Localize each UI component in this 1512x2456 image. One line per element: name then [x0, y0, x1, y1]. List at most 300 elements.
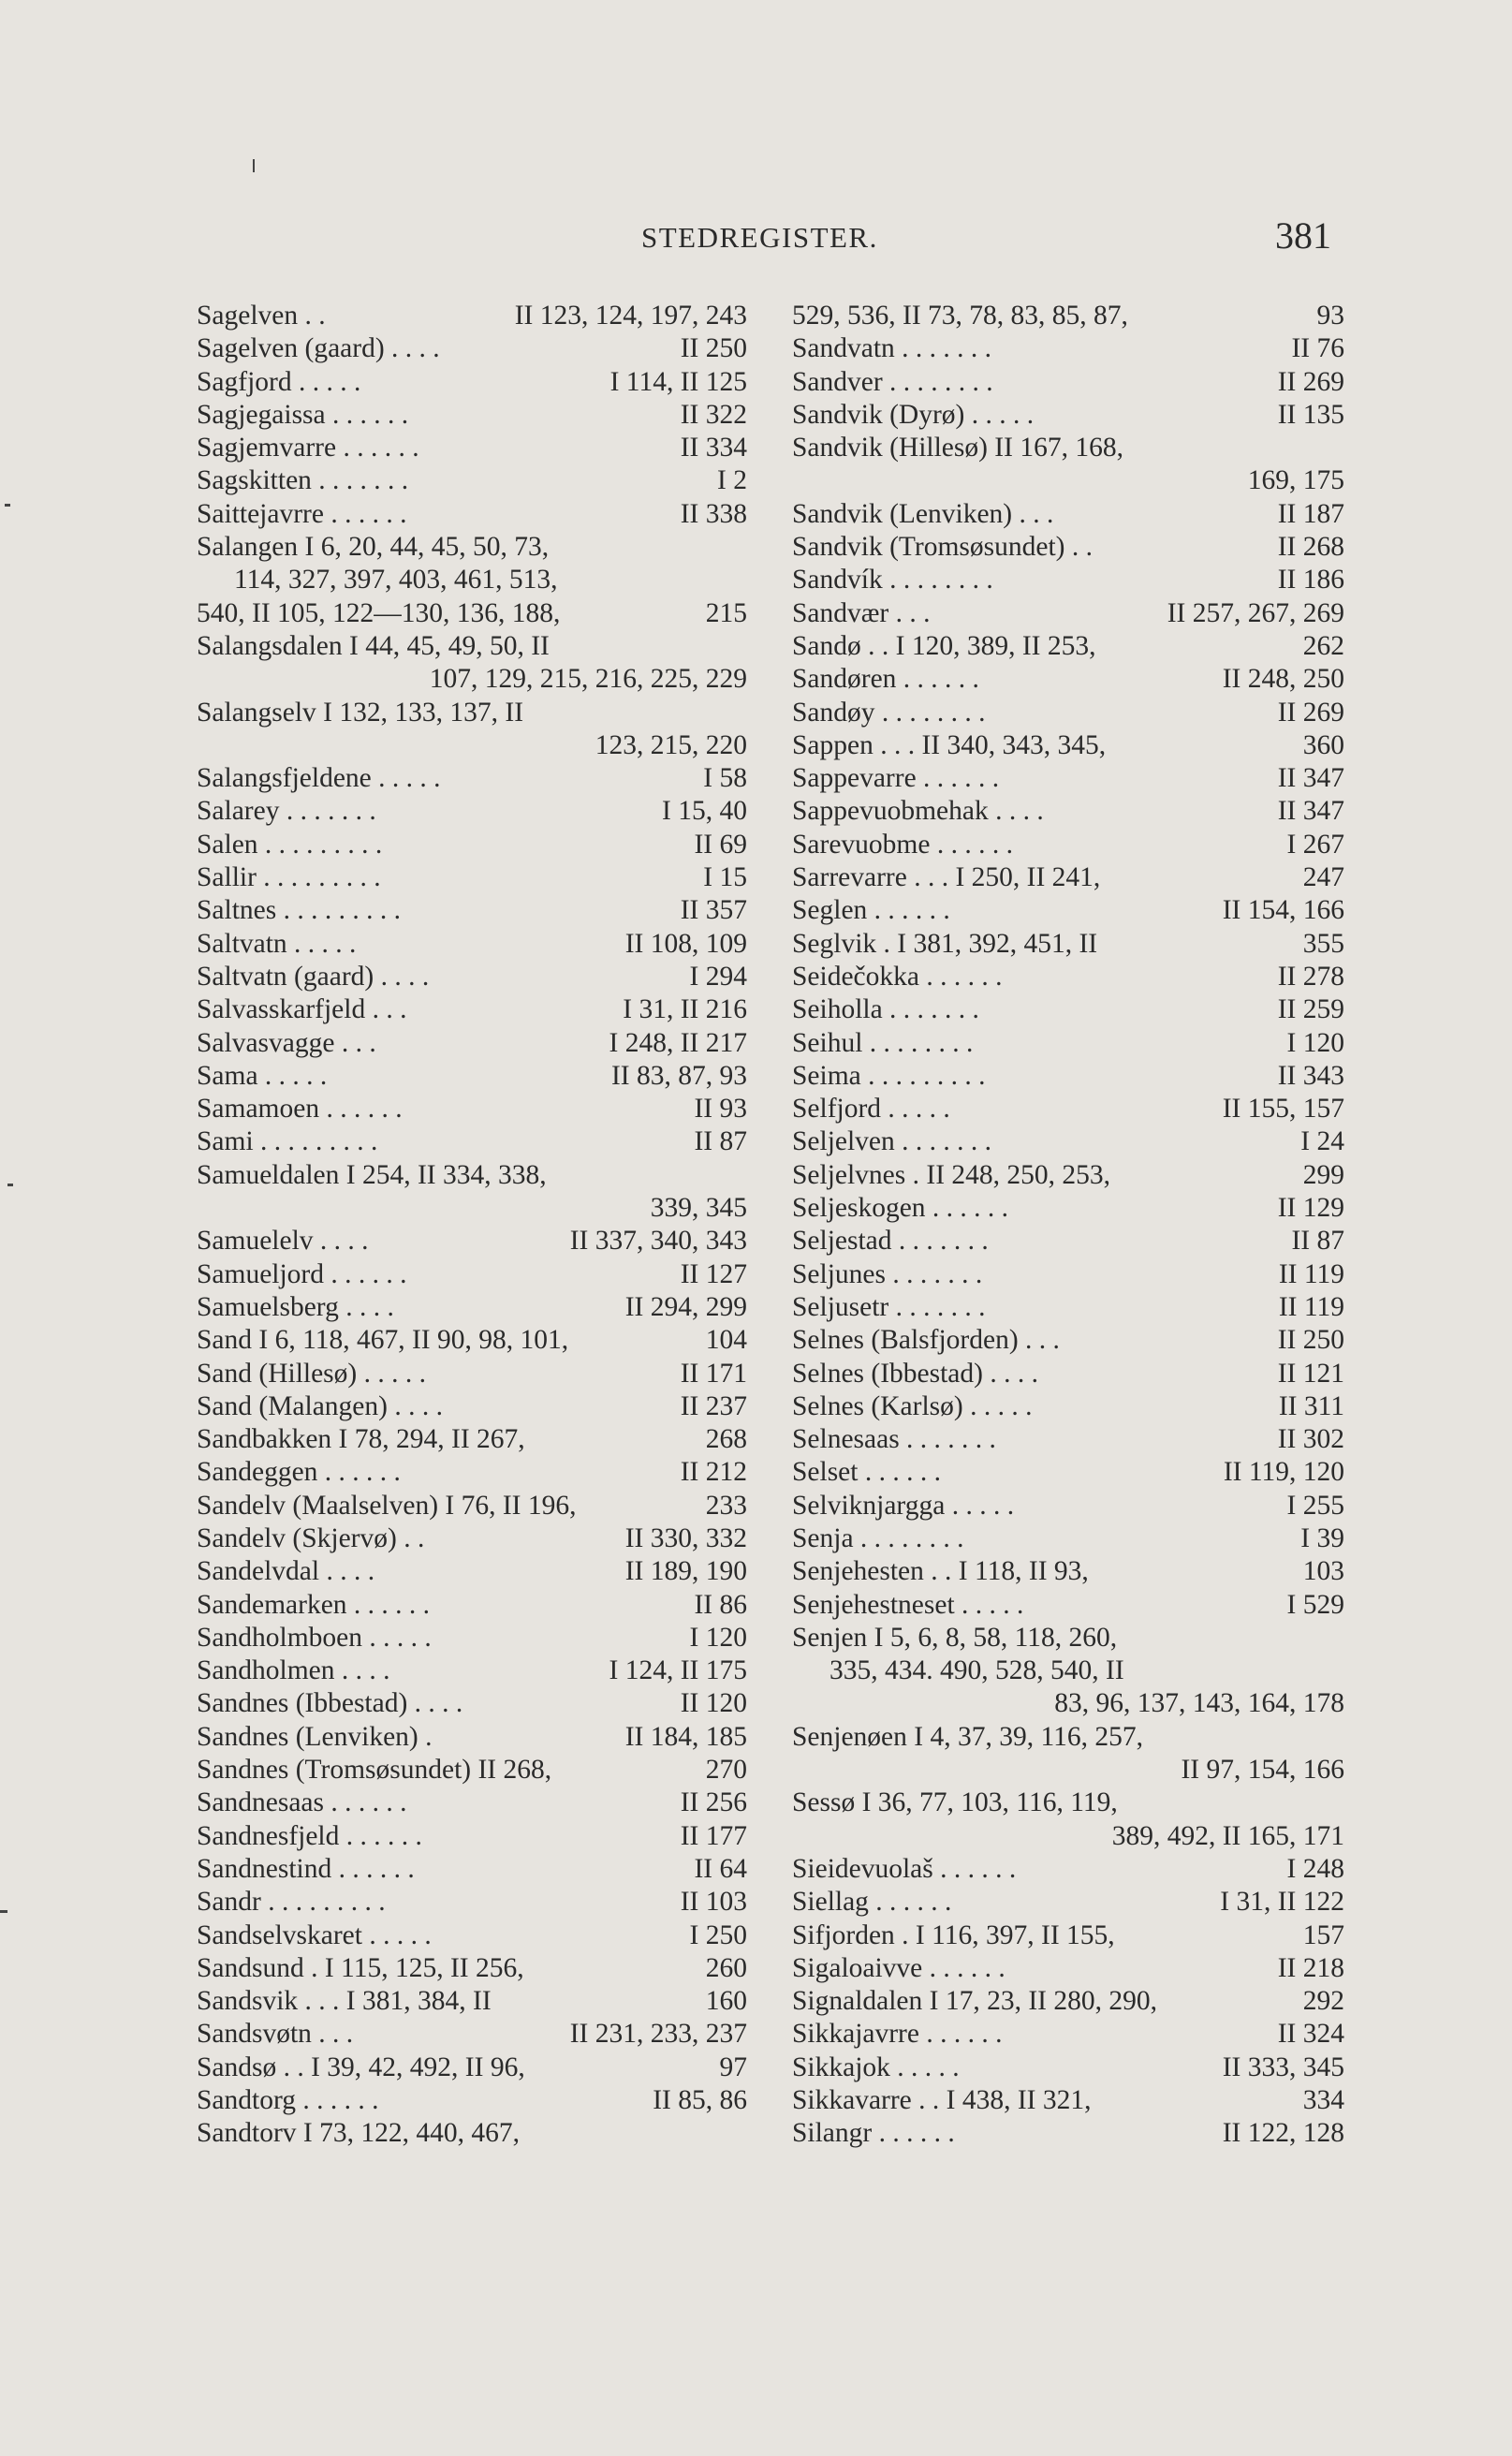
- index-refs: I 39: [1300, 1522, 1344, 1553]
- index-term: Sappevarre . . . . . .: [792, 763, 1000, 794]
- index-line: [197, 1192, 747, 1225]
- index-refs: II 269: [1277, 697, 1344, 728]
- index-refs: II 83, 87, 93: [610, 1060, 747, 1091]
- index-refs: II 127: [680, 1258, 747, 1289]
- index-term: Sandvik (Hillesø) II 167, 168,: [792, 433, 1123, 463]
- index-term: Sandbakken I 78, 294, II 267,: [197, 1424, 525, 1455]
- index-line: [197, 928, 747, 961]
- index-line: [197, 1721, 747, 1754]
- index-term: Sandelvdal . . . .: [197, 1556, 375, 1587]
- index-line: [197, 1291, 747, 1324]
- index-term: Selnesaas . . . . . . .: [792, 1424, 996, 1455]
- index-term: Senjen I 5, 6, 8, 58, 118, 260,: [792, 1622, 1118, 1653]
- index-line: [197, 1490, 747, 1522]
- index-term: 114, 327, 397, 403, 461, 513,: [234, 565, 558, 596]
- index-refs: I 294: [689, 961, 747, 992]
- index-line: [197, 993, 747, 1026]
- index-term: Salangsdalen I 44, 45, 49, 50, II: [197, 630, 550, 661]
- index-term: Sand (Hillesø) . . . . .: [197, 1358, 426, 1389]
- index-line: [792, 829, 1344, 861]
- margin-mark: [253, 159, 255, 172]
- index-term: Sandsund . I 115, 125, II 256,: [197, 1952, 524, 1983]
- index-term: Sandø . . I 120, 389, II 253,: [792, 630, 1096, 661]
- index-refs: II 93: [694, 1094, 747, 1125]
- index-term: Saltvatn (gaard) . . . .: [197, 961, 430, 992]
- index-line: [792, 531, 1344, 564]
- index-line: [197, 1919, 747, 1952]
- index-line: [197, 1555, 747, 1588]
- index-line: [197, 2052, 747, 2084]
- index-line: [792, 1754, 1344, 1787]
- index-term: Sandnes (Ibbestad) . . . .: [197, 1688, 463, 1719]
- index-refs: II 248, 250: [1222, 664, 1344, 695]
- index-line: [197, 1423, 747, 1456]
- index-term: Seglvik . I 381, 392, 451, II: [792, 928, 1098, 959]
- index-term: Sikkavarre . . I 438, II 321,: [792, 2085, 1092, 2116]
- index-line: [197, 1027, 747, 1060]
- index-refs: II 294, 299: [624, 1291, 747, 1322]
- index-line: [197, 894, 747, 927]
- index-refs: I 120: [689, 1622, 747, 1653]
- index-line: [197, 399, 747, 432]
- index-refs: 262: [1302, 630, 1344, 661]
- index-refs: 103: [1302, 1556, 1344, 1587]
- index-refs: 233: [705, 1490, 747, 1521]
- index-term: Sagelven (gaard) . . . .: [197, 333, 440, 364]
- index-line: [197, 564, 747, 596]
- index-line: [197, 332, 747, 365]
- index-line: [792, 597, 1344, 630]
- index-refs: I 248, II 217: [609, 1027, 747, 1058]
- margin-mark: [0, 1910, 7, 1913]
- index-term: Sand I 6, 118, 467, II 90, 98, 101,: [197, 1325, 569, 1356]
- index-line: [792, 1125, 1344, 1158]
- index-line: [197, 1159, 747, 1192]
- index-term: Sandvík . . . . . . . .: [792, 565, 993, 596]
- index-line: [197, 432, 747, 464]
- index-term: Samuelelv . . . .: [197, 1226, 369, 1257]
- index-refs: II 337, 340, 343: [569, 1226, 747, 1257]
- index-line: [197, 829, 747, 861]
- index-line: [792, 1258, 1344, 1291]
- index-line: [792, 366, 1344, 399]
- index-refs: II 269: [1277, 366, 1344, 397]
- index-term: Siellag . . . . . .: [792, 1887, 952, 1918]
- index-refs: 83, 96, 137, 143, 164, 178: [1054, 1688, 1344, 1719]
- index-refs: II 108, 109: [624, 928, 747, 959]
- index-term: Senjehestneset . . . . .: [792, 1589, 1024, 1620]
- index-line: [792, 300, 1344, 332]
- index-term: Salvasskarfjeld . . .: [197, 994, 407, 1025]
- index-term: Sifjorden . I 116, 397, II 155,: [792, 1919, 1115, 1950]
- index-refs: II 347: [1277, 796, 1344, 827]
- index-line: [197, 630, 747, 663]
- index-term: Samueljord . . . . . .: [197, 1258, 407, 1289]
- index-term: Sagskitten . . . . . . .: [197, 465, 409, 496]
- index-refs: 339, 345: [650, 1193, 747, 1224]
- index-refs: 360: [1302, 729, 1344, 760]
- index-term: Sandnes (Lenviken) .: [197, 1721, 433, 1752]
- index-line: [197, 1787, 747, 1819]
- index-term: Saltnes . . . . . . . . .: [197, 895, 401, 926]
- index-term: Sama . . . . .: [197, 1060, 328, 1091]
- index-refs: I 2: [717, 465, 747, 496]
- index-term: Sandvik (Lenviken) . . .: [792, 498, 1054, 529]
- index-refs: II 250: [1277, 1325, 1344, 1356]
- index-refs: II 87: [1291, 1226, 1344, 1257]
- index-refs: II 237: [680, 1390, 747, 1421]
- index-term: Sandnestind . . . . . .: [197, 1853, 415, 1884]
- index-refs: II 122, 128: [1222, 2118, 1344, 2149]
- index-refs: II 330, 332: [624, 1522, 747, 1553]
- index-line: [792, 993, 1344, 1026]
- index-term: Sandøren . . . . . .: [792, 664, 979, 695]
- index-term: Senjenøen I 4, 37, 39, 116, 257,: [792, 1721, 1143, 1752]
- index-term: Sandnesfjeld . . . . . .: [197, 1820, 422, 1851]
- index-refs: II 357: [680, 895, 747, 926]
- index-line: [197, 464, 747, 497]
- index-line: [792, 894, 1344, 927]
- page-number: 381: [1275, 214, 1331, 257]
- index-term: Sandvik (Tromsøsundet) . .: [792, 532, 1093, 563]
- page-header: [0, 213, 1512, 260]
- index-term: Samuelsberg . . . .: [197, 1291, 394, 1322]
- index-term: Sandelv (Skjervø) . .: [197, 1522, 425, 1553]
- index-refs: 355: [1302, 928, 1344, 959]
- index-line: [792, 762, 1344, 795]
- index-refs: II 343: [1277, 1060, 1344, 1091]
- index-line: [792, 1985, 1344, 2018]
- index-term: Saittejavrre . . . . . .: [197, 498, 407, 529]
- index-refs: II 135: [1277, 399, 1344, 430]
- index-refs: II 119: [1278, 1291, 1344, 1322]
- index-term: Sandelv (Maalselven) I 76, II 196,: [197, 1490, 577, 1521]
- index-refs: 292: [1302, 1986, 1344, 2017]
- index-term: Sikkajavrre . . . . . .: [792, 2019, 1003, 2050]
- index-term: Seima . . . . . . . . .: [792, 1060, 986, 1091]
- index-term: Selset . . . . . .: [792, 1457, 941, 1488]
- index-line: [792, 432, 1344, 464]
- index-line: [197, 1225, 747, 1257]
- index-refs: II 259: [1277, 994, 1344, 1025]
- index-line: [792, 498, 1344, 531]
- index-refs: 270: [705, 1755, 747, 1786]
- index-line: [792, 2018, 1344, 2051]
- index-term: Selnes (Ibbestad) . . . .: [792, 1358, 1038, 1389]
- index-term: Salangselv I 132, 133, 137, II: [197, 697, 524, 728]
- index-refs: II 278: [1277, 961, 1344, 992]
- index-term: Sandeggen . . . . . .: [197, 1457, 401, 1488]
- index-line: [792, 1952, 1344, 1985]
- index-line: [792, 1324, 1344, 1357]
- index-line: [197, 795, 747, 828]
- index-term: Sigaloaivve . . . . . .: [792, 1952, 1006, 1983]
- index-term: Sandver . . . . . . . .: [792, 366, 993, 397]
- index-line: [197, 1358, 747, 1390]
- index-line: [792, 1522, 1344, 1555]
- index-term: Sandøy . . . . . . . .: [792, 697, 986, 728]
- index-term: Seihul . . . . . . . .: [792, 1027, 974, 1058]
- index-line: [792, 1490, 1344, 1522]
- index-term: Saltvatn . . . . .: [197, 928, 357, 959]
- index-term: Selnes (Balsfjorden) . . .: [792, 1325, 1060, 1356]
- index-term: Senja . . . . . . . .: [792, 1522, 964, 1553]
- index-refs: II 123, 124, 197, 243: [514, 301, 747, 331]
- index-term: Senjehesten . . I 118, II 93,: [792, 1556, 1089, 1587]
- index-term: Seiholla . . . . . . .: [792, 994, 979, 1025]
- index-line: [792, 1456, 1344, 1489]
- index-term: Selnes (Karlsø) . . . . .: [792, 1390, 1033, 1421]
- right-index-column: [792, 300, 1344, 2151]
- index-refs: 97: [719, 2052, 747, 2082]
- index-term: Sandemarken . . . . . .: [197, 1589, 431, 1620]
- index-line: [792, 1853, 1344, 1886]
- index-term: Seljeskogen . . . . . .: [792, 1193, 1009, 1224]
- index-line: [197, 2084, 747, 2117]
- margin-mark: [7, 1184, 13, 1186]
- index-term: Sandr . . . . . . . . .: [197, 1887, 386, 1918]
- index-refs: II 85, 86: [653, 2085, 747, 2116]
- index-refs: 260: [705, 1952, 747, 1983]
- index-line: [197, 1622, 747, 1654]
- index-line: [792, 1721, 1344, 1754]
- index-term: Salvasvagge . . .: [197, 1027, 376, 1058]
- index-term: Sikkajok . . . . .: [792, 2052, 960, 2082]
- index-line: [792, 697, 1344, 729]
- index-line: [792, 1159, 1344, 1192]
- index-line: [197, 1820, 747, 1853]
- index-line: [792, 1555, 1344, 1588]
- index-term: Seljelven . . . . . . .: [792, 1126, 992, 1157]
- index-line: [197, 1093, 747, 1125]
- index-term: Salen . . . . . . . . .: [197, 829, 383, 860]
- index-term: Salangsfjeldene . . . . .: [197, 763, 441, 794]
- index-refs: II 97, 154, 166: [1181, 1755, 1344, 1786]
- index-line: [792, 1093, 1344, 1125]
- index-line: [792, 1654, 1344, 1687]
- index-refs: II 302: [1277, 1424, 1344, 1455]
- index-refs: II 64: [694, 1853, 747, 1884]
- index-line: [792, 1589, 1344, 1622]
- index-refs: II 120: [680, 1688, 747, 1719]
- index-term: Seljunes . . . . . . .: [792, 1258, 983, 1289]
- index-term: Seidečokka . . . . . .: [792, 961, 1003, 992]
- index-refs: II 129: [1277, 1193, 1344, 1224]
- index-line: [197, 1390, 747, 1423]
- index-refs: I 15, 40: [662, 796, 747, 827]
- index-refs: II 324: [1277, 2019, 1344, 2050]
- index-refs: II 256: [680, 1787, 747, 1818]
- index-refs: II 119: [1278, 1258, 1344, 1289]
- index-refs: I 250: [689, 1919, 747, 1950]
- index-line: [197, 1589, 747, 1622]
- index-line: [792, 928, 1344, 961]
- index-refs: II 86: [694, 1589, 747, 1620]
- index-line: [197, 1125, 747, 1158]
- index-refs: I 31, II 122: [1220, 1887, 1344, 1918]
- index-refs: II 154, 166: [1222, 895, 1344, 926]
- index-term: Sami . . . . . . . . .: [197, 1126, 378, 1157]
- index-refs: II 155, 157: [1222, 1094, 1344, 1125]
- index-line: [197, 762, 747, 795]
- index-refs: 157: [1302, 1919, 1344, 1950]
- index-term: Sarevuobme . . . . . .: [792, 829, 1013, 860]
- index-refs: II 333, 345: [1222, 2052, 1344, 2082]
- index-refs: 334: [1302, 2085, 1344, 2116]
- index-term: Sagfjord . . . . .: [197, 366, 361, 397]
- index-refs: I 120: [1286, 1027, 1344, 1058]
- index-term: Selfjord . . . . .: [792, 1094, 950, 1125]
- index-refs: II 347: [1277, 763, 1344, 794]
- index-line: [792, 1358, 1344, 1390]
- index-term: Silangr . . . . . .: [792, 2118, 955, 2149]
- index-term: Sandnesaas . . . . . .: [197, 1787, 407, 1818]
- index-line: [792, 795, 1344, 828]
- index-line: [792, 2052, 1344, 2084]
- margin-mark: [5, 504, 10, 507]
- index-refs: 268: [705, 1424, 747, 1455]
- index-refs: 104: [705, 1325, 747, 1356]
- index-term: Sarrevarre . . . I 250, II 241,: [792, 862, 1101, 893]
- index-line: [792, 2117, 1344, 2150]
- index-term: Sandsvøtn . . .: [197, 2019, 354, 2050]
- index-refs: I 31, II 216: [623, 994, 747, 1025]
- index-refs: II 177: [680, 1820, 747, 1851]
- index-refs: II 184, 185: [624, 1721, 747, 1752]
- index-term: Selviknjargga . . . . .: [792, 1490, 1015, 1521]
- index-line: [792, 861, 1344, 894]
- index-line: [792, 564, 1344, 596]
- index-term: Signaldalen I 17, 23, II 280, 290,: [792, 1986, 1157, 2017]
- index-refs: 123, 215, 220: [595, 729, 747, 760]
- index-refs: 299: [1302, 1159, 1344, 1190]
- index-term: Sandholmboen . . . . .: [197, 1622, 432, 1653]
- index-refs: II 171: [680, 1358, 747, 1389]
- index-refs: 247: [1302, 862, 1344, 893]
- index-term: Sandholmen . . . .: [197, 1655, 390, 1686]
- index-refs: 160: [705, 1986, 747, 2017]
- index-line: [792, 1687, 1344, 1720]
- index-refs: II 218: [1277, 1952, 1344, 1983]
- index-term: Sappevuobmehak . . . .: [792, 796, 1044, 827]
- index-line: [792, 630, 1344, 663]
- index-refs: II 121: [1277, 1358, 1344, 1389]
- index-term: Sandvik (Dyrø) . . . . .: [792, 399, 1035, 430]
- index-line: [197, 1654, 747, 1687]
- index-line: [792, 2084, 1344, 2117]
- index-term: Sessø I 36, 77, 103, 116, 119,: [792, 1787, 1118, 1818]
- index-term: 540, II 105, 122—130, 136, 188,: [197, 597, 561, 628]
- index-line: [197, 1754, 747, 1787]
- index-line: [197, 1456, 747, 1489]
- index-refs: I 255: [1286, 1490, 1344, 1521]
- index-line: [792, 1390, 1344, 1423]
- index-line: [197, 1952, 747, 1985]
- index-term: Sieidevuolaš . . . . . .: [792, 1853, 1017, 1884]
- index-term: Salarey . . . . . . .: [197, 796, 376, 827]
- index-term: Seljusetr . . . . . . .: [792, 1291, 986, 1322]
- index-term: Seglen . . . . . .: [792, 895, 950, 926]
- index-line: [792, 1787, 1344, 1819]
- index-line: [197, 1324, 747, 1357]
- index-refs: II 250: [680, 333, 747, 364]
- index-term: 335, 434. 490, 528, 540, II: [829, 1655, 1124, 1686]
- index-line: [197, 300, 747, 332]
- index-refs: II 268: [1277, 532, 1344, 563]
- index-refs: II 187: [1277, 498, 1344, 529]
- index-refs: I 529: [1286, 1589, 1344, 1620]
- index-line: [792, 332, 1344, 365]
- index-refs: II 334: [680, 433, 747, 463]
- index-line: [197, 1522, 747, 1555]
- index-refs: I 24: [1300, 1126, 1344, 1157]
- index-line: [792, 399, 1344, 432]
- index-line: [197, 1687, 747, 1720]
- index-term: Sandnes (Tromsøsundet) II 268,: [197, 1755, 552, 1786]
- index-line: [792, 1886, 1344, 1919]
- index-refs: II 76: [1291, 333, 1344, 364]
- index-refs: II 186: [1277, 565, 1344, 596]
- index-term: Seljelvnes . II 248, 250, 253,: [792, 1159, 1111, 1190]
- index-refs: 107, 129, 215, 216, 225, 229: [429, 664, 747, 695]
- index-refs: 169, 175: [1247, 465, 1344, 496]
- index-term: Sagjegaissa . . . . . .: [197, 399, 409, 430]
- index-line: [792, 961, 1344, 993]
- index-line: [197, 531, 747, 564]
- index-term: Sandselvskaret . . . . .: [197, 1919, 432, 1950]
- index-refs: 93: [1316, 301, 1344, 331]
- index-line: [197, 498, 747, 531]
- index-line: [792, 1225, 1344, 1257]
- index-line: [792, 663, 1344, 696]
- index-refs: I 114, II 125: [609, 366, 747, 397]
- index-line: [197, 2018, 747, 2051]
- index-line: [792, 1622, 1344, 1654]
- index-line: [197, 1060, 747, 1093]
- index-refs: II 257, 267, 269: [1167, 597, 1344, 628]
- index-term: Sandsvik . . . I 381, 384, II: [197, 1986, 492, 2017]
- index-line: [197, 663, 747, 696]
- index-term: Samamoen . . . . . .: [197, 1094, 403, 1125]
- index-refs: I 124, II 175: [609, 1655, 747, 1686]
- index-refs: I 248: [1286, 1853, 1344, 1884]
- index-term: Sandvær . . .: [792, 597, 931, 628]
- index-line: [197, 697, 747, 729]
- index-line: [197, 2117, 747, 2150]
- index-line: [197, 1886, 747, 1919]
- index-line: [197, 366, 747, 399]
- index-term: Seljestad . . . . . . .: [792, 1226, 989, 1257]
- index-refs: II 69: [694, 829, 747, 860]
- index-term: Sagjemvarre . . . . . .: [197, 433, 419, 463]
- index-refs: II 119, 120: [1223, 1457, 1344, 1488]
- index-refs: II 311: [1278, 1390, 1344, 1421]
- index-line: [197, 729, 747, 762]
- index-line: [792, 1027, 1344, 1060]
- index-term: Sallir . . . . . . . . .: [197, 862, 381, 893]
- left-index-column: [197, 300, 747, 2151]
- index-line: [197, 1853, 747, 1886]
- index-term: Sagelven . .: [197, 301, 326, 331]
- index-refs: I 15: [703, 862, 747, 893]
- index-line: [197, 861, 747, 894]
- index-line: [197, 961, 747, 993]
- index-line: [792, 1423, 1344, 1456]
- index-line: [792, 1919, 1344, 1952]
- index-line: [197, 597, 747, 630]
- index-line: [197, 1258, 747, 1291]
- index-term: Sand (Malangen) . . . .: [197, 1390, 443, 1421]
